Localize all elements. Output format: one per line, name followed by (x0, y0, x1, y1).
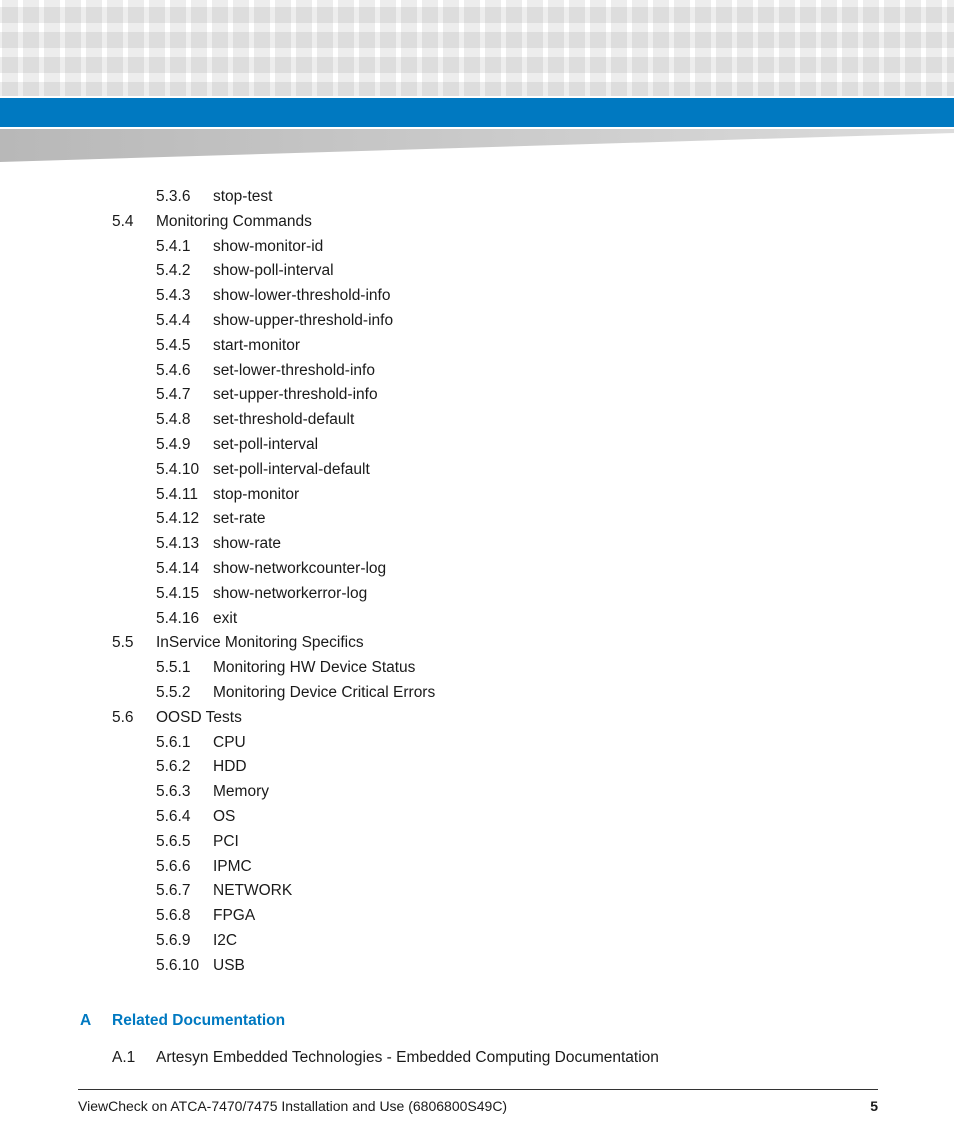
toc-entry-number: 5.6.9 (156, 932, 191, 949)
toc-entry-title-text: Memory (213, 783, 269, 801)
toc-entry-title-text: Artesyn Embedded Technologies - Embedded Computing Documentation (156, 1049, 659, 1066)
toc-entry-title-text: show-networkcounter-log (213, 560, 387, 577)
toc-entry-title-text: Monitoring Device Critical Errors (213, 684, 436, 701)
toc-entry-number: 5.4.11 (156, 485, 198, 503)
toc-entry-number: 5.6.4 (156, 808, 191, 825)
toc-entry-number: 5.4.6 (156, 361, 191, 379)
toc-entry-title-text: USB (213, 956, 245, 974)
toc-entry-number: 5.4.13 (156, 535, 200, 553)
toc-entry-number: 5.4.16 (156, 609, 200, 627)
toc-entry-title-text: show-rate (213, 535, 282, 553)
toc-entry-number: 5.5 (112, 634, 134, 652)
toc-entry-number: 5.4.8 (156, 411, 191, 429)
toc-entry-title-text: stop-monitor (213, 485, 300, 503)
toc-entry-number: 5.4.10 (156, 460, 200, 478)
toc-entry-number: 5.6.6 (156, 857, 191, 875)
header-pattern (0, 0, 954, 96)
toc-entry-title-text: Monitoring HW Device Status (213, 659, 416, 677)
toc-entry-number: A.1 (112, 1049, 136, 1066)
toc-entry-title-text: set-lower-threshold-info (213, 361, 375, 379)
toc-entry-number: 5.6.3 (156, 783, 191, 801)
header-swoosh (0, 127, 954, 163)
toc-entry-number: 5.4.14 (156, 560, 200, 577)
footer-page-number: 5 (870, 1098, 878, 1114)
toc-entry-title-text: set-threshold-default (213, 411, 355, 429)
toc-entry-title-text: show-lower-threshold-info (213, 287, 391, 305)
toc-entry-number: 5.4.12 (156, 510, 200, 528)
toc-entry-title-text: stop-test (213, 188, 273, 205)
toc-entry-number: 5.4.4 (156, 312, 191, 329)
toc-entry-number: 5.3.6 (156, 188, 191, 205)
toc-entry-number: 5.4.9 (156, 436, 191, 453)
toc-entry-title-text: OS (213, 808, 236, 825)
toc-entry-number: 5.6.7 (156, 882, 191, 900)
toc-entry-title-text: exit (213, 609, 238, 627)
toc-entry-title-text: start-monitor (213, 336, 300, 354)
toc-entry-title-text: show-poll-interval (213, 262, 334, 280)
toc-entry-number: A (80, 1012, 92, 1029)
toc-entry-title-text: show-upper-threshold-info (213, 312, 394, 329)
toc-entry-number: 5.4 (112, 212, 134, 230)
toc-entry-title-text: Monitoring Commands (156, 212, 312, 230)
header-bar (0, 98, 954, 127)
toc-entry-title-text: InService Monitoring Specifics (156, 634, 364, 652)
toc-entry-title-text: PCI (213, 832, 239, 850)
toc-entry-number: 5.4.15 (156, 584, 200, 602)
toc-entry-number: 5.4.5 (156, 336, 191, 354)
toc-entry-title-text: set-rate (213, 510, 266, 528)
toc-entry-title-text: set-poll-interval-default (213, 460, 370, 478)
toc-entry-number: 5.4.7 (156, 386, 191, 404)
toc-entry-title-text: IPMC (213, 857, 252, 875)
toc-entry-title-text: show-networkerror-log (213, 584, 368, 602)
toc-entry-number: 5.6.5 (156, 832, 191, 850)
toc-entry-number: 5.5.2 (156, 684, 191, 701)
toc-entry-title-text: Related Documentation (112, 1012, 286, 1029)
toc-entry-number: 5.6.2 (156, 758, 191, 776)
toc-entry-number: 5.4.1 (156, 237, 191, 255)
toc-entry-title-text: OOSD Tests (156, 708, 242, 726)
toc-entry-title-text: show-monitor-id (213, 237, 324, 255)
toc-entry-title-text: FPGA (213, 907, 256, 925)
toc-entry-number: 5.6.1 (156, 733, 191, 751)
toc-entry-number: 5.6.10 (156, 956, 200, 974)
toc-entry-number: 5.5.1 (156, 659, 191, 677)
footer-rule (78, 1089, 878, 1090)
toc-entry-number: 5.4.2 (156, 262, 191, 280)
toc-entry-number: 5.6 (112, 708, 134, 726)
toc-entry-title-text: set-poll-interval (213, 436, 319, 453)
toc-entry-title-text: I2C (213, 932, 238, 949)
toc-entry-title-text: set-upper-threshold-info (213, 386, 378, 404)
toc-entry-number: 5.4.3 (156, 287, 191, 305)
toc-entry-title-text: HDD (213, 758, 247, 776)
toc-entry-number: 5.6.8 (156, 907, 191, 925)
toc-entry-title-text: NETWORK (213, 882, 293, 900)
footer-document-title: ViewCheck on ATCA-7470/7475 Installation and Use (6806800S49C) (78, 1098, 508, 1114)
toc-entry-title-text: CPU (213, 733, 246, 751)
